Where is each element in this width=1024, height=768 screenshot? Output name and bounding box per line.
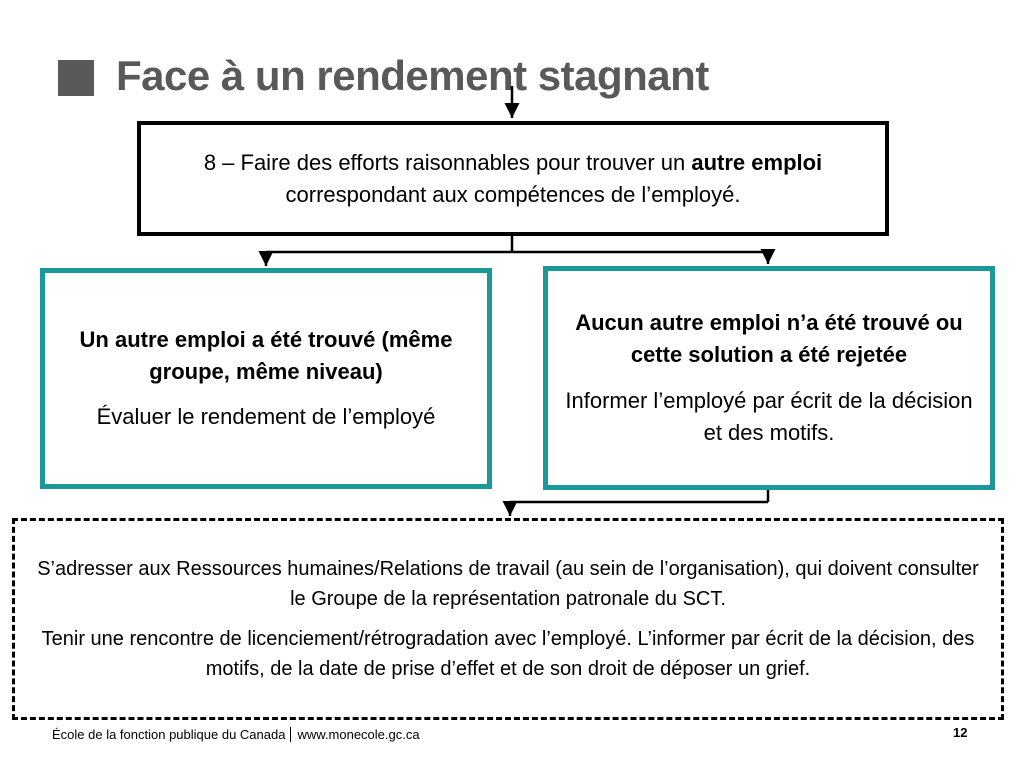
hr-action-para-1: S’adresser aux Ressources humaines/Relations de travail (au sein de l’organisation), qui doivent consulter le Groupe de la représentation patronale du SCT.: [37, 558, 979, 610]
job-found-box: [40, 268, 492, 489]
footer: [52, 727, 420, 742]
step-8-text: [151, 147, 875, 211]
hr-action-box: [12, 518, 1004, 720]
page-number: 12: [953, 725, 968, 740]
footer-url[interactable]: www.monecole.gc.ca: [297, 727, 420, 742]
step-8-text-a: 8 – Faire des efforts raisonnables pour trouver un: [203, 149, 692, 175]
job-found-heading: Un autre emploi a été trouvé (même groupe, même niveau): [79, 326, 453, 384]
hr-action-para-2: Tenir une rencontre de licenciement/rétrogradation avec l’employé. L’informer par écrit de la décision, des motifs, de la date de prise d’effet et de son droit de déposer un grief.: [41, 628, 975, 680]
step-8-box: [137, 121, 889, 236]
no-job-body: Informer l’employé par écrit de la décision et des motifs.: [565, 388, 973, 445]
slide-title: Face à un rendement stagnant: [116, 52, 709, 99]
job-found-body: Évaluer le rendement de l’employé: [96, 404, 436, 430]
step-8-bold: autre emploi: [691, 149, 823, 175]
no-job-heading: Aucun autre emploi n’a été trouvé ou cette solution a été rejetée: [575, 310, 963, 368]
no-job-box: [543, 266, 995, 490]
footer-divider: [290, 727, 291, 742]
step-8-text-b: correspondant aux compétences de l’employé.: [285, 181, 741, 207]
footer-school: École de la fonction publique du Canada: [52, 727, 286, 742]
